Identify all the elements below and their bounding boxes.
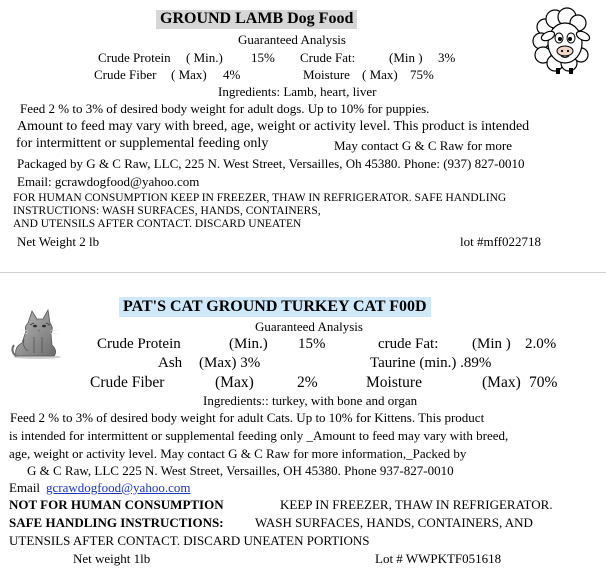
turkey-email-prefix: Email (9, 480, 41, 495)
turkey-crude-fiber-label: Crude Fiber (90, 374, 165, 391)
turkey-crude-fat-qual: (Min ) (472, 336, 511, 352)
turkey-crude-fiber-value: 2% (297, 374, 318, 391)
lamb-moisture-value: 75% (410, 67, 434, 82)
turkey-ingredients: Ingredients:: turkey, with bone and organ (203, 393, 418, 408)
turkey-taurine: Taurine (min.) .89% (370, 355, 492, 371)
turkey-ash-label: Ash (158, 355, 183, 371)
turkey-crude-protein-qual: (Min.) (229, 336, 268, 352)
lamb-title: GROUND LAMB Dog Food (156, 10, 357, 29)
turkey-feed-line-2: is intended for intermittent or supplemental feeding only _Amount to feed may vary with breed, (9, 428, 509, 443)
lamb-moisture-qual: ( Max) (362, 67, 398, 82)
lamb-moisture-label: Moisture (303, 67, 350, 82)
turkey-lot-number: Lot # WWPKTF051618 (375, 551, 502, 566)
lamb-crude-fiber-qual: ( Max) (171, 67, 207, 82)
lamb-crude-fiber-label: Crude Fiber (94, 67, 157, 82)
lamb-crude-protein-value: 15% (251, 50, 275, 65)
lamb-contact: May contact G & C Raw for more (334, 138, 512, 153)
lamb-dog-food-label (0, 0, 606, 272)
turkey-moisture-label: Moisture (366, 374, 422, 391)
turkey-safe-handling-bold: SAFE HANDLING INSTRUCTIONS: (9, 515, 224, 530)
turkey-crude-protein-label: Crude Protein (97, 336, 181, 352)
turkey-safe-handling-rest: WASH SURFACES, HANDS, CONTAINERS, AND (255, 515, 533, 530)
lamb-subtitle: Guaranteed Analysis (238, 32, 346, 47)
lamb-safety-line-1: FOR HUMAN CONSUMPTION KEEP IN FREEZER, THAW IN REFRIGERATOR. SAFE HANDLING (13, 192, 507, 204)
lamb-crude-protein-label: Crude Protein (98, 50, 171, 65)
turkey-moisture-value: 70% (529, 374, 558, 391)
lamb-ingredients: Ingredients: Lamb, heart, liver (218, 84, 377, 99)
lamb-amount-line-2: for intermittent or supplemental feeding only (16, 136, 269, 151)
turkey-utensils-line: UTENSILS AFTER CONTACT. DISCARD UNEATEN PORTIONS (9, 533, 370, 548)
lamb-crude-fiber-value: 4% (223, 67, 241, 82)
turkey-subtitle: Guaranteed Analysis (255, 319, 363, 334)
turkey-feed-line-3: age, weight or activity level. May contact G & C Raw for more information,_Packed by (9, 446, 467, 461)
sheep-cartoon-icon (531, 5, 595, 75)
lamb-crude-fat-value: 3% (438, 50, 456, 65)
turkey-net-weight: Net weight 1lb (73, 551, 151, 566)
lamb-crude-protein-qual: ( Min.) (186, 50, 223, 65)
lamb-amount-line-1: Amount to feed may vary with breed, age, weight or activity level. This product is intended (17, 119, 530, 134)
lamb-safety-line-3: AND UTENSILS AFTER CONTACT. DISCARD UNEATEN (13, 218, 302, 230)
turkey-title: PAT'S CAT GROUND TURKEY CAT F00D (119, 297, 431, 317)
lamb-crude-fat-label: Crude Fat: (300, 50, 356, 65)
lamb-lot-number: lot #mff022718 (460, 234, 542, 249)
turkey-ash-qual: (Max) 3% (199, 355, 261, 371)
lamb-email-line: Email: gcrawdogfood@yahoo.com (17, 174, 200, 189)
turkey-crude-fat-label: crude Fat: (378, 336, 439, 352)
lamb-net-weight: Net Weight 2 lb (17, 234, 100, 249)
lamb-safety-line-2: INSTRUCTIONS: WASH SURFACES, HANDS, CONTAINERS, (13, 205, 321, 217)
turkey-crude-fat-value: 2.0% (525, 336, 557, 352)
turkey-email-link[interactable]: gcrawdogfood@yahoo.com (46, 480, 191, 495)
cat-photo-icon (10, 301, 62, 359)
turkey-not-for-human: NOT FOR HUMAN CONSUMPTION (9, 497, 224, 512)
turkey-keep-freezer: KEEP IN FREEZER, THAW IN REFRIGERATOR. (280, 497, 553, 512)
lamb-crude-fat-qual: (Min ) (389, 50, 423, 65)
turkey-crude-fiber-qual: (Max) (215, 374, 254, 391)
turkey-crude-protein-value: 15% (298, 336, 326, 352)
turkey-feed-line-4: G & C Raw, LLC 225 N. West Street, Versailles, OH 45380. Phone 937-827-0010 (27, 463, 454, 478)
turkey-cat-food-label (0, 273, 606, 575)
lamb-packaged-line: Packaged by G & C Raw, LLC, 225 N. West Street, Versailles, Oh 45380. Phone: (937) 827-0010 (17, 156, 525, 171)
turkey-moisture-qual: (Max) (482, 374, 521, 391)
lamb-feed-line: Feed 2 % to 3% of desired body weight for adult dogs. Up to 10% for puppies. (20, 101, 430, 116)
turkey-feed-line-1: Feed 2 % to 3% of desired body weight for adult Cats. Up to 10% for Kittens. This product (10, 410, 485, 425)
